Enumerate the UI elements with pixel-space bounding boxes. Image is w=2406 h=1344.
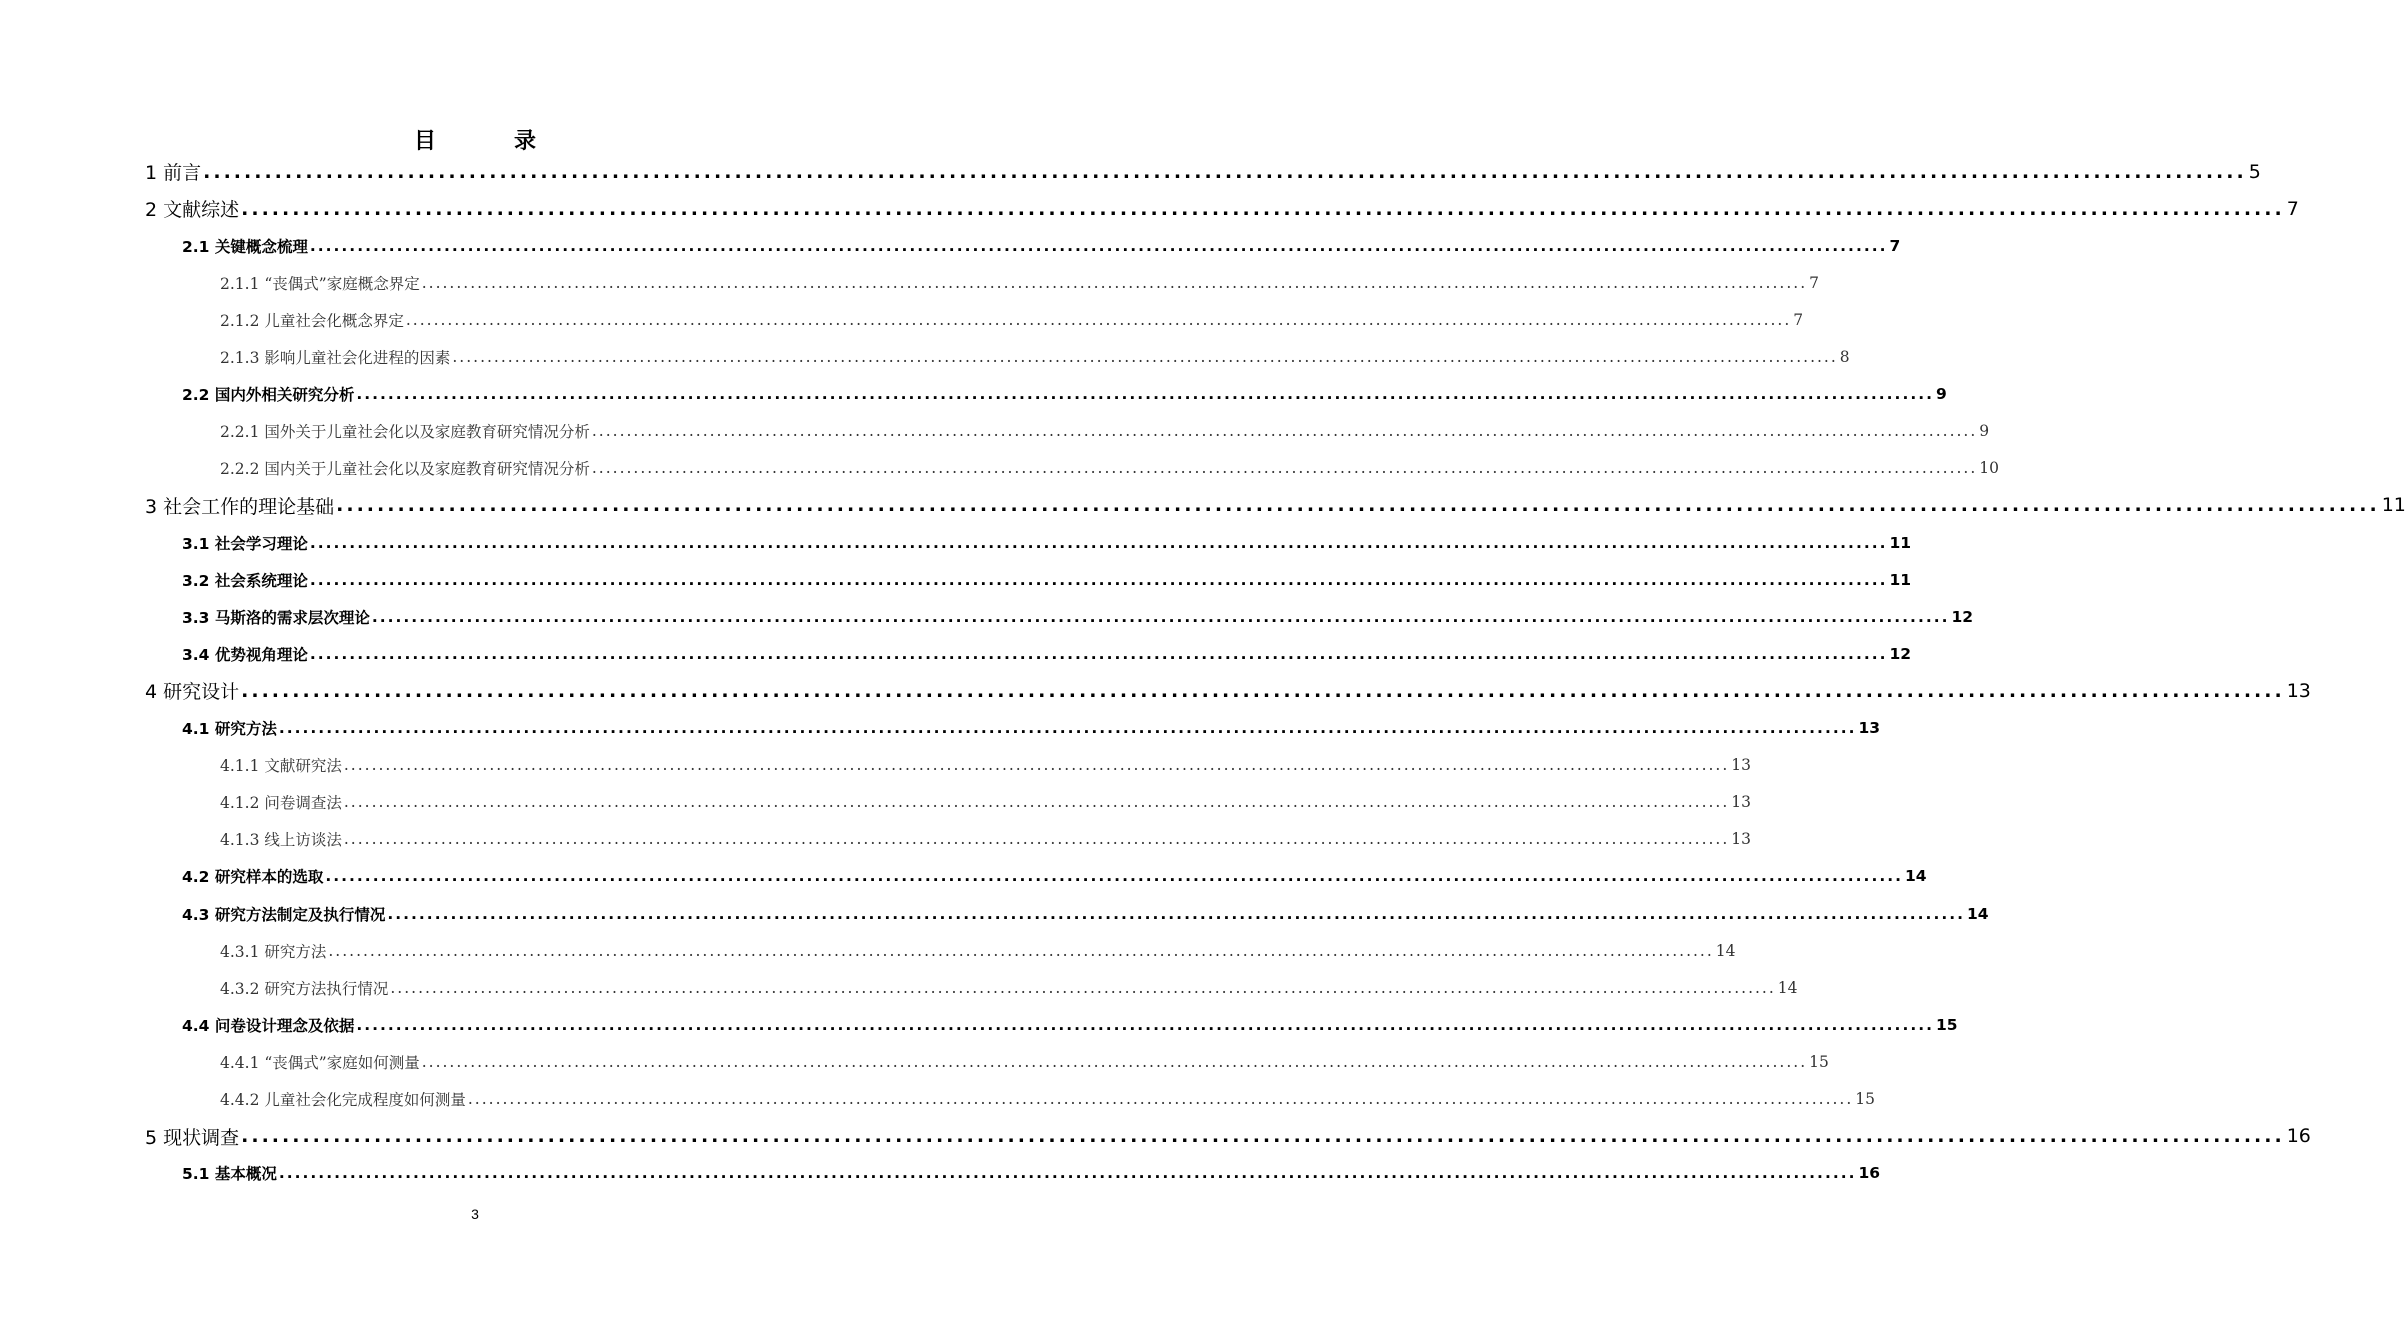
toc-entry-label: 1 前言 <box>145 162 202 184</box>
toc-entry[interactable] <box>220 784 1752 821</box>
toc-entry-page: 11 <box>1889 570 1912 589</box>
toc-entry[interactable] <box>220 1043 1829 1080</box>
toc-entry-label: 4.4.2 儿童社会化完成程度如何测量 <box>220 1091 466 1109</box>
toc-leader-dots: ........................................................................................................................................................................................................ <box>309 644 1888 663</box>
toc-leader-dots: ........................................................................................................................................................................................................ <box>452 348 1838 366</box>
toc-entry-label: 2.1 关键概念梳理 <box>182 237 308 256</box>
toc-leader-dots: ........................................................................................................................................................................................................ <box>405 310 1792 329</box>
toc-entry[interactable] <box>145 190 2299 227</box>
toc-entry[interactable] <box>182 524 1912 561</box>
toc-leader-dots: ........................................................................................................................................................................................................ <box>325 867 1903 886</box>
toc-entry-page: 9 <box>1936 385 1947 404</box>
toc-leader-dots: ........................................................................................................................................................................................................ <box>371 607 1950 626</box>
toc-entry-page: 16 <box>1858 1164 1881 1183</box>
toc-entry[interactable] <box>182 561 1912 598</box>
toc-leader-dots: ........................................................................................................................................................................................................ <box>356 385 1934 404</box>
toc-entry-page: 7 <box>1793 310 1804 329</box>
toc-leader-dots: ........................................................................................................................................................................................................ <box>467 1090 1854 1108</box>
toc-entry-page: 14 <box>1715 941 1736 960</box>
toc-entry[interactable] <box>145 487 2406 524</box>
toc-entry[interactable] <box>182 1006 1958 1043</box>
toc-entry[interactable] <box>182 598 1974 635</box>
toc-entry[interactable] <box>220 821 1752 858</box>
toc-leader-dots: ........................................................................................................................................................................................................ <box>343 756 1730 775</box>
toc-entry-label: 4 研究设计 <box>145 681 240 704</box>
toc-leader-dots: ........................................................................................................................................................................................................ <box>241 1125 2285 1148</box>
toc-entry-label: 3.1 社会学习理论 <box>182 534 308 553</box>
toc-leader-dots: ........................................................................................................................................................................................................ <box>336 494 2380 517</box>
toc-entry[interactable] <box>145 672 2311 709</box>
toc-entry-page: 11 <box>2381 494 2406 517</box>
toc-entry[interactable] <box>182 227 1901 264</box>
toc-title: 目 录 <box>413 129 564 154</box>
toc-entry-page: 12 <box>1951 607 1974 626</box>
toc-leader-dots: ........................................................................................................................................................................................................ <box>328 941 1714 960</box>
toc-entry[interactable] <box>182 710 1881 747</box>
toc-entry-label: 4.3 研究方法制定及执行情况 <box>182 905 386 924</box>
toc-leader-dots: ........................................................................................................................................................................................................ <box>356 1015 1934 1034</box>
toc-entry-page: 8 <box>1839 348 1850 366</box>
toc-entry-page: 13 <box>1731 793 1752 812</box>
toc-leader-dots: ........................................................................................................................................................................................................ <box>343 793 1730 812</box>
toc-entry-page: 13 <box>2286 679 2311 702</box>
toc-entry-page: 13 <box>1858 719 1881 737</box>
toc-entry-label: 2.2.2 国内关于儿童社会化以及家庭教育研究情况分析 <box>220 460 590 479</box>
toc-entry[interactable] <box>182 1155 1881 1192</box>
toc-entry-page: 7 <box>1889 236 1901 255</box>
toc-entry[interactable] <box>220 339 1850 376</box>
toc-entry-label: 2.1.1 “丧偶式”家庭概念界定 <box>220 274 420 293</box>
toc-leader-dots: ........................................................................................................................................................................................................ <box>591 459 1978 478</box>
toc-entry[interactable] <box>220 932 1736 969</box>
toc-leader-dots: ........................................................................................................................................................................................................ <box>278 719 1857 737</box>
toc-entry[interactable] <box>220 264 1819 301</box>
toc-entry-page: 9 <box>1979 422 1990 441</box>
toc-entry-page: 10 <box>1979 459 2000 478</box>
toc-entry-label: 5.1 基本概况 <box>182 1165 277 1184</box>
toc-leader-dots: ........................................................................................................................................................................................................ <box>421 1052 1808 1071</box>
toc-entry[interactable] <box>220 301 1804 338</box>
toc-entry-page: 16 <box>2286 1125 2311 1148</box>
toc-entry-page: 14 <box>1777 978 1798 997</box>
toc-leader-dots: ........................................................................................................................................................................................................ <box>241 679 2285 702</box>
toc-entry-page: 11 <box>1889 533 1912 552</box>
toc-entry[interactable] <box>182 858 1927 895</box>
toc-entry[interactable] <box>145 153 2261 190</box>
toc-entry-label: 5 现状调查 <box>145 1126 240 1149</box>
toc-entry-label: 2.1.2 儿童社会化概念界定 <box>220 311 404 330</box>
toc-entry-label: 3 社会工作的理论基础 <box>145 495 335 518</box>
toc-entry-page: 14 <box>1905 867 1927 886</box>
page-number: 3 <box>471 1206 479 1222</box>
toc-entry-page: 13 <box>1731 756 1752 775</box>
toc-entry-label: 3.4 优势视角理论 <box>182 645 308 664</box>
toc-entry-label: 3.2 社会系统理论 <box>182 571 308 590</box>
toc-leader-dots: ........................................................................................................................................................................................................ <box>203 160 2247 183</box>
toc-entry-page: 5 <box>2248 160 2261 183</box>
toc-entry[interactable] <box>220 1081 1876 1118</box>
toc-leader-dots: ........................................................................................................................................................................................................ <box>591 422 1978 441</box>
toc-entry[interactable] <box>220 413 1990 450</box>
toc-leader-dots: ........................................................................................................................................................................................................ <box>387 904 1965 923</box>
toc-entry-page: 15 <box>1855 1090 1876 1108</box>
toc-entry-label: 2.2 国内外相关研究分析 <box>182 386 355 405</box>
toc-entry[interactable] <box>220 969 1798 1006</box>
toc-entry-page: 7 <box>2286 197 2299 220</box>
toc-entry-label: 4.1.1 文献研究法 <box>220 757 342 776</box>
toc-entry-label: 2 文献综述 <box>145 199 240 222</box>
toc-entry[interactable] <box>220 450 2000 487</box>
toc-entry-page: 14 <box>1967 904 1989 923</box>
toc-entry[interactable] <box>182 895 1989 932</box>
toc-entry-label: 2.1.3 影响儿童社会化进程的因素 <box>220 349 451 367</box>
toc-leader-dots: ........................................................................................................................................................................................................ <box>421 273 1808 292</box>
toc-leader-dots: ........................................................................................................................................................................................................ <box>309 570 1888 589</box>
toc-entry-label: 3.3 马斯洛的需求层次理论 <box>182 608 370 627</box>
toc-entry-label: 4.3.1 研究方法 <box>220 942 327 961</box>
toc-entry-page: 15 <box>1809 1052 1829 1071</box>
toc-entry-page: 13 <box>1731 830 1752 849</box>
toc-entry-page: 7 <box>1809 273 1819 292</box>
toc-leader-dots: ........................................................................................................................................................................................................ <box>309 533 1888 552</box>
toc-leader-dots: ........................................................................................................................................................................................................ <box>278 1164 1857 1183</box>
toc-leader-dots: ........................................................................................................................................................................................................ <box>309 236 1888 255</box>
toc-entry-label: 4.1 研究方法 <box>182 720 277 738</box>
toc-entry[interactable] <box>220 747 1752 784</box>
toc-entry[interactable] <box>145 1118 2311 1155</box>
toc-entry-label: 4.1.3 线上访谈法 <box>220 831 342 850</box>
toc-entry-label: 4.2 研究样本的选取 <box>182 868 324 887</box>
toc-entry-label: 4.1.2 问卷调查法 <box>220 794 342 813</box>
toc-leader-dots: ........................................................................................................................................................................................................ <box>343 830 1730 849</box>
toc-entry-label: 4.4.1 “丧偶式”家庭如何测量 <box>220 1053 420 1072</box>
toc-leader-dots: ........................................................................................................................................................................................................ <box>390 978 1776 997</box>
toc-entry-label: 4.3.2 研究方法执行情况 <box>220 979 389 998</box>
toc-entry[interactable] <box>182 635 1912 672</box>
toc-entry-label: 4.4 问卷设计理念及依据 <box>182 1016 355 1035</box>
toc-entry-page: 12 <box>1889 644 1912 663</box>
toc-entry-label: 2.2.1 国外关于儿童社会化以及家庭教育研究情况分析 <box>220 423 590 442</box>
toc-entry-page: 15 <box>1936 1015 1958 1034</box>
toc-leader-dots: ........................................................................................................................................................................................................ <box>241 197 2285 220</box>
toc-entry[interactable] <box>182 376 1947 413</box>
